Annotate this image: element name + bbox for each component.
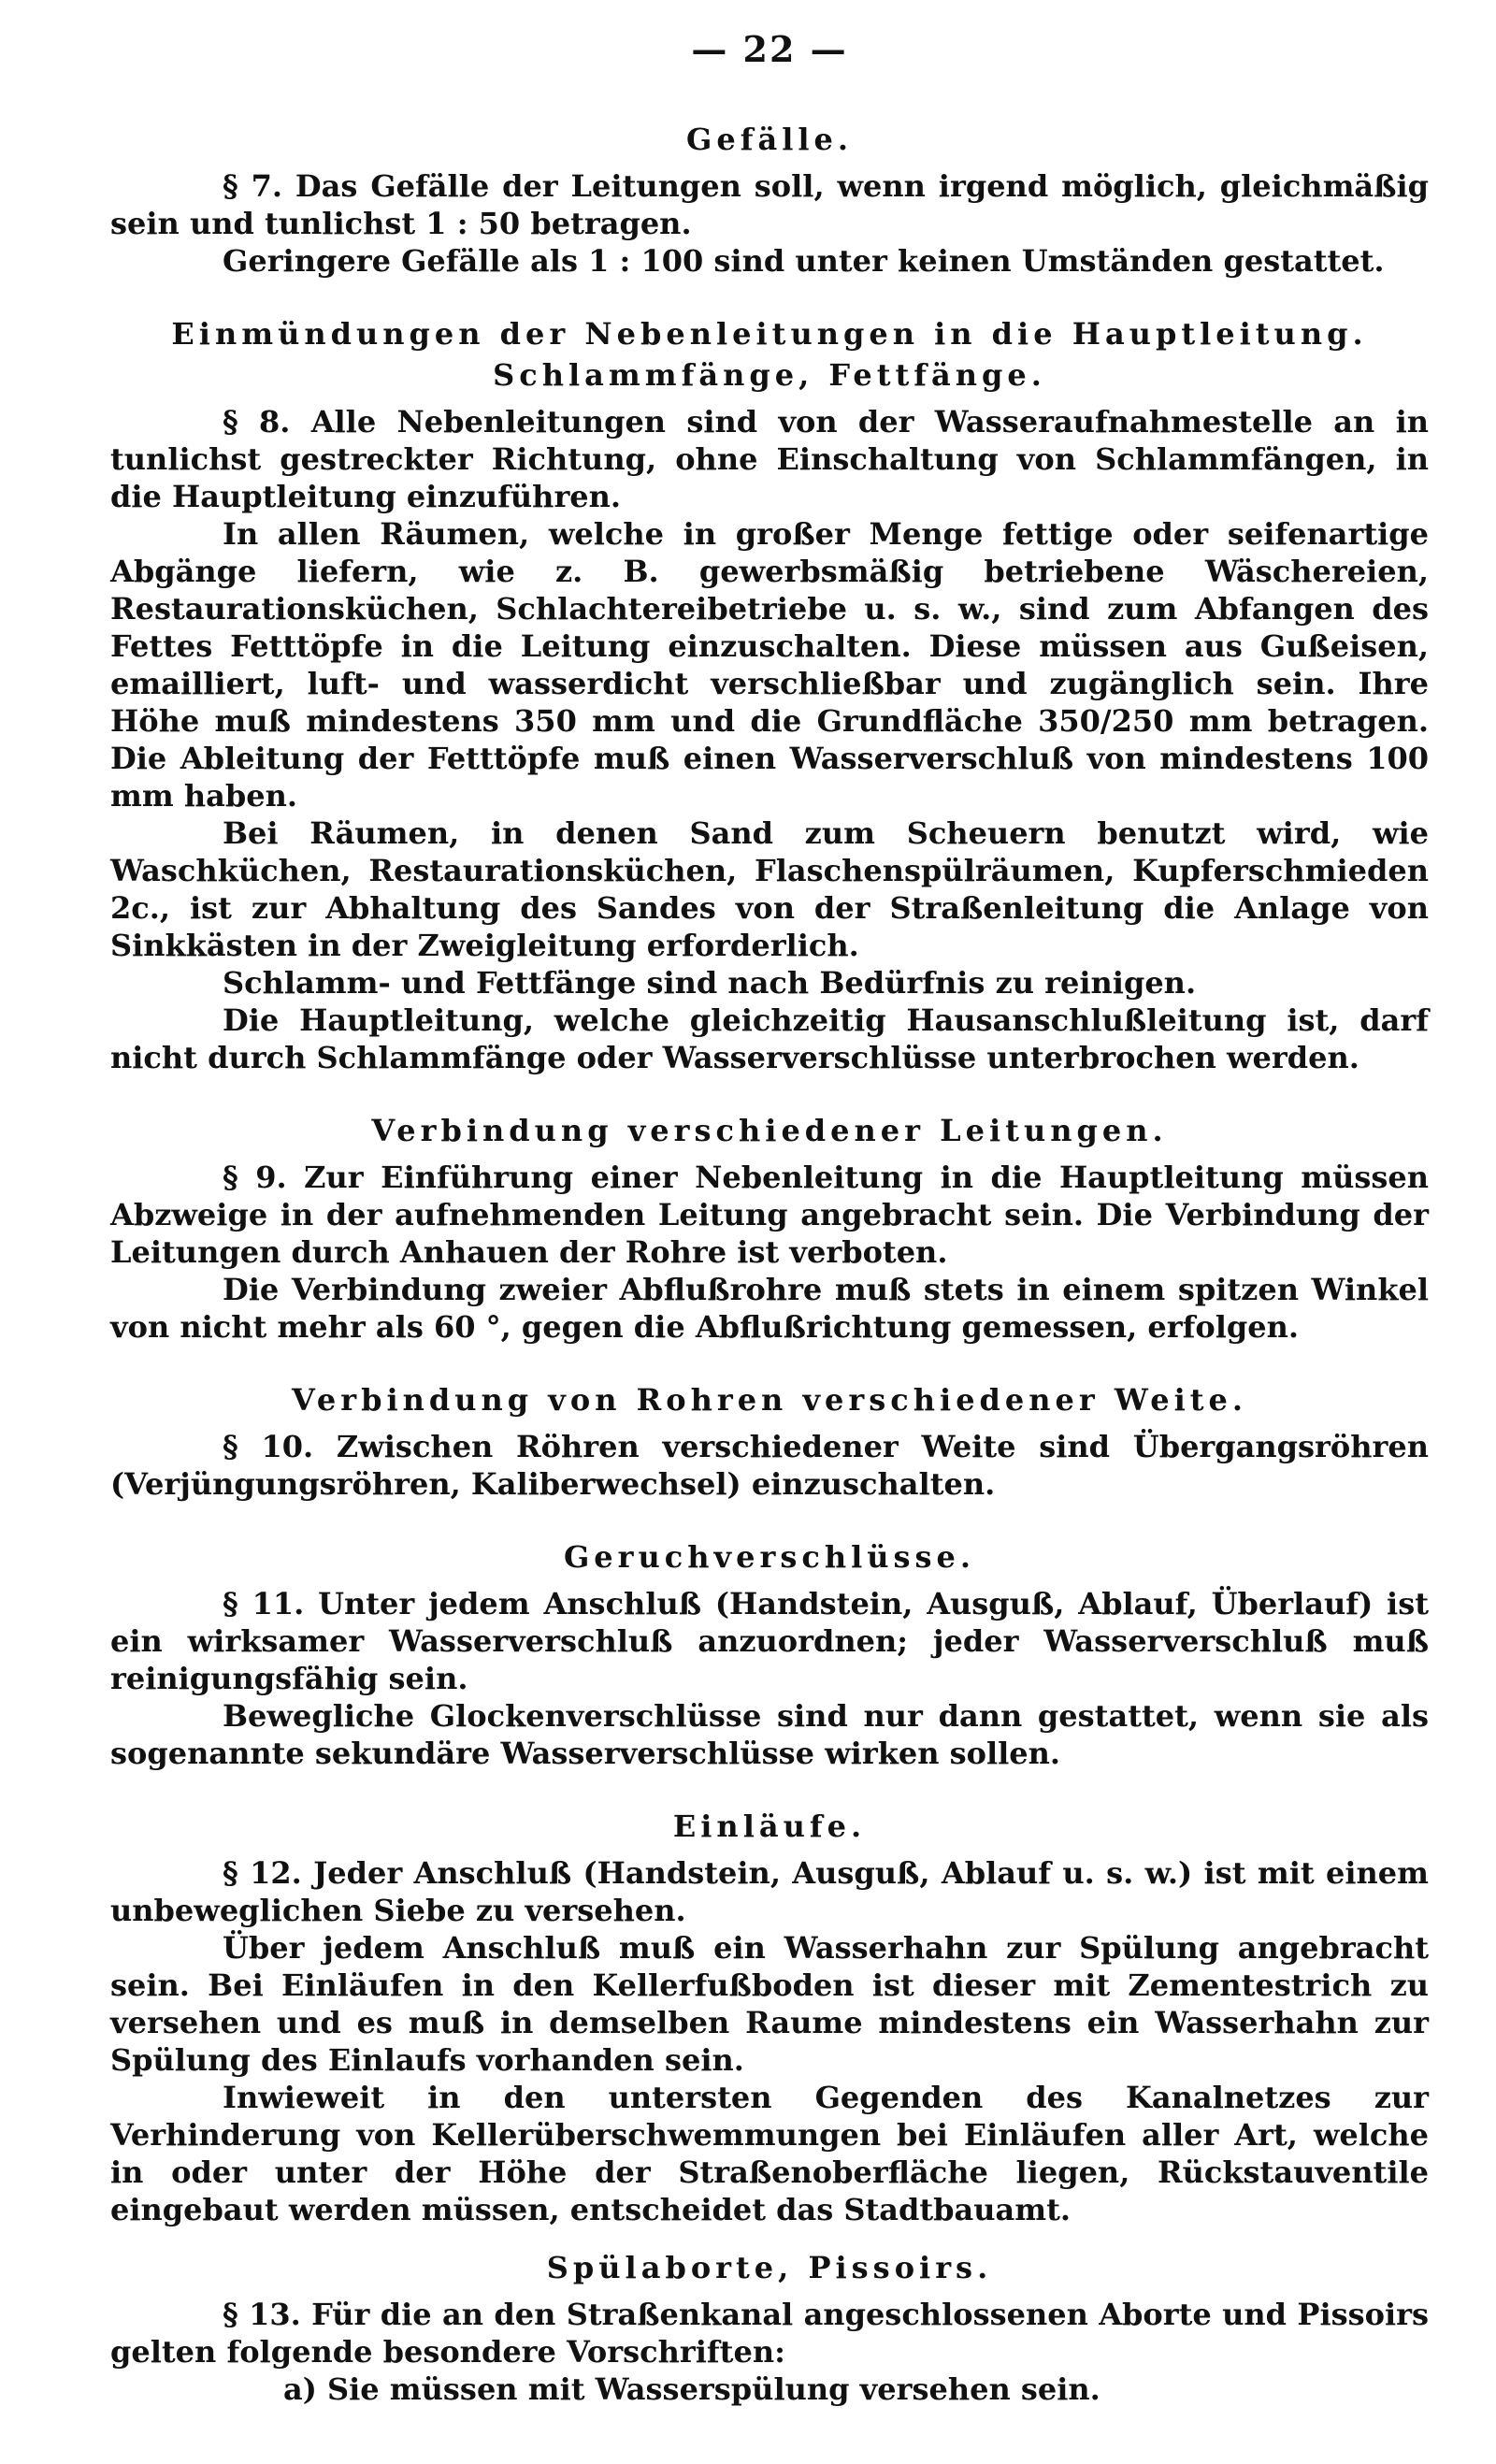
section-heading-geruchverschluesse: Geruchverschlüsse. bbox=[563, 1539, 976, 1575]
paragraph: Schlamm- und Fettfänge sind nach Bedürfnis zu reinigen. bbox=[223, 965, 1197, 1001]
document-page bbox=[110, 28, 1429, 2408]
paragraph: § 13. Für die an den Straßenkanal angeschlossenen Aborte und Pissoirs gelten folgende besondere Vorschriften: bbox=[110, 2297, 1429, 2370]
paragraph: § 10. Zwischen Röhren verschiedener Weite sind Übergangsröhren (Verjüngungsröhren, Kaliberwechsel) einzuschalten. bbox=[110, 1429, 1429, 1502]
section-heading-einmuendungen: Einmündungen der Nebenleitungen in die Hauptleitung. bbox=[171, 316, 1368, 352]
paragraph: § 12. Jeder Anschluß (Handstein, Ausguß, Ablauf u. s. w.) ist mit einem unbeweglichen Siebe zu versehen. bbox=[110, 1855, 1429, 1928]
paragraph: § 11. Unter jedem Anschluß (Handstein, Ausguß, Ablauf, Überlauf) ist ein wirksamer Wasserverschluß anzuordnen; jeder Wasserverschluß muß reinigungsfähig sein. bbox=[110, 1586, 1429, 1696]
section-heading-spuelaborte: Spülaborte, Pissoirs. bbox=[546, 2250, 993, 2285]
paragraph: § 8. Alle Nebenleitungen sind von der Wasseraufnahmestelle an in tunlichst gestreckter Richtung, ohne Einschaltung von Schlammfängen, in die Hauptleitung einzuführen. bbox=[110, 404, 1429, 514]
paragraph: Bei Räumen, in denen Sand zum Scheuern benutzt wird, wie Waschküchen, Restaurationsküchen, Flaschenspülräumen, Kupferschmieden 2c., ist zur Abhaltung des Sandes von der Straßenleitung die Anlage von Sinkkästen in der Zweigleitung erforderlich. bbox=[110, 815, 1429, 963]
paragraph: Geringere Gefälle als 1 : 100 sind unter keinen Umständen gestattet. bbox=[223, 243, 1385, 279]
section-subheading-schlammfaenge: Schlammfänge, Fettfänge. bbox=[493, 357, 1046, 393]
paragraph: In allen Räumen, welche in großer Menge fettige oder seifenartige Abgänge liefern, wie z. B. gewerbsmäßig betriebene Wäschereien, Restaurationsküchen, Schlachtereibetriebe u. s. w., sind zum Abfangen des Fettes Fetttöpfe in die Leitung einzuschalten. Diese müssen aus Gußeisen, emailliert, luft- und wasserdicht verschließbar und zugänglich sein. Ihre Höhe muß mindestens 350 mm und die Grundfläche 350/250 mm betragen. Die Ableitung der Fetttöpfe muß einen Wasserverschluß von mindestens 100 mm haben. bbox=[110, 516, 1429, 814]
paragraph: § 9. Zur Einführung einer Nebenleitung in die Hauptleitung müssen Abzweige in der aufnehmenden Leitung angebracht sein. Die Verbindung der Leitungen durch Anhauen der Rohre ist verboten. bbox=[110, 1160, 1429, 1270]
list-item: a) Sie müssen mit Wasserspülung versehen sein. bbox=[283, 2371, 1100, 2407]
paragraph: Über jedem Anschluß muß ein Wasserhahn zur Spülung angebracht sein. Bei Einläufen in den Kellerfußboden ist dieser mit Zementestrich zu versehen und es muß in demselben Raume mindestens ein Wasserhahn zur Spülung des Einlaufs vorhanden sein. bbox=[110, 1930, 1429, 2078]
paragraph: Die Hauptleitung, welche gleichzeitig Hausanschlußleitung ist, darf nicht durch Schlammfänge oder Wasserverschlüsse unterbrochen werden. bbox=[110, 1002, 1429, 1075]
section-heading-einlaeufe: Einläufe. bbox=[672, 1808, 867, 1844]
section-heading-gefaelle: Gefälle. bbox=[686, 122, 853, 157]
paragraph: Inwieweit in den untersten Gegenden des Kanalnetzes zur Verhinderung von Kellerüberschwemmungen bei Einläufen aller Art, welche in oder unter der Höhe der Straßenoberfläche liegen, Rückstauventile eingebaut werden müssen, entscheidet das Stadtbauamt. bbox=[110, 2080, 1429, 2227]
paragraph: § 7. Das Gefälle der Leitungen soll, wenn irgend möglich, gleichmäßig sein und tunlichst 1 : 50 betragen. bbox=[110, 168, 1429, 241]
page-number: — 22 — bbox=[691, 28, 848, 70]
section-heading-verbindung-leitungen: Verbindung verschiedener Leitungen. bbox=[371, 1113, 1168, 1148]
paragraph: Die Verbindung zweier Abflußrohre muß stets in einem spitzen Winkel von nicht mehr als 60 °, gegen die Abflußrichtung gemessen, erfolgen. bbox=[110, 1272, 1429, 1345]
section-heading-verbindung-rohren: Verbindung von Rohren verschiedener Weite. bbox=[291, 1382, 1248, 1418]
paragraph: Bewegliche Glockenverschlüsse sind nur dann gestattet, wenn sie als sogenannte sekundäre Wasserverschlüsse wirken sollen. bbox=[110, 1698, 1429, 1771]
